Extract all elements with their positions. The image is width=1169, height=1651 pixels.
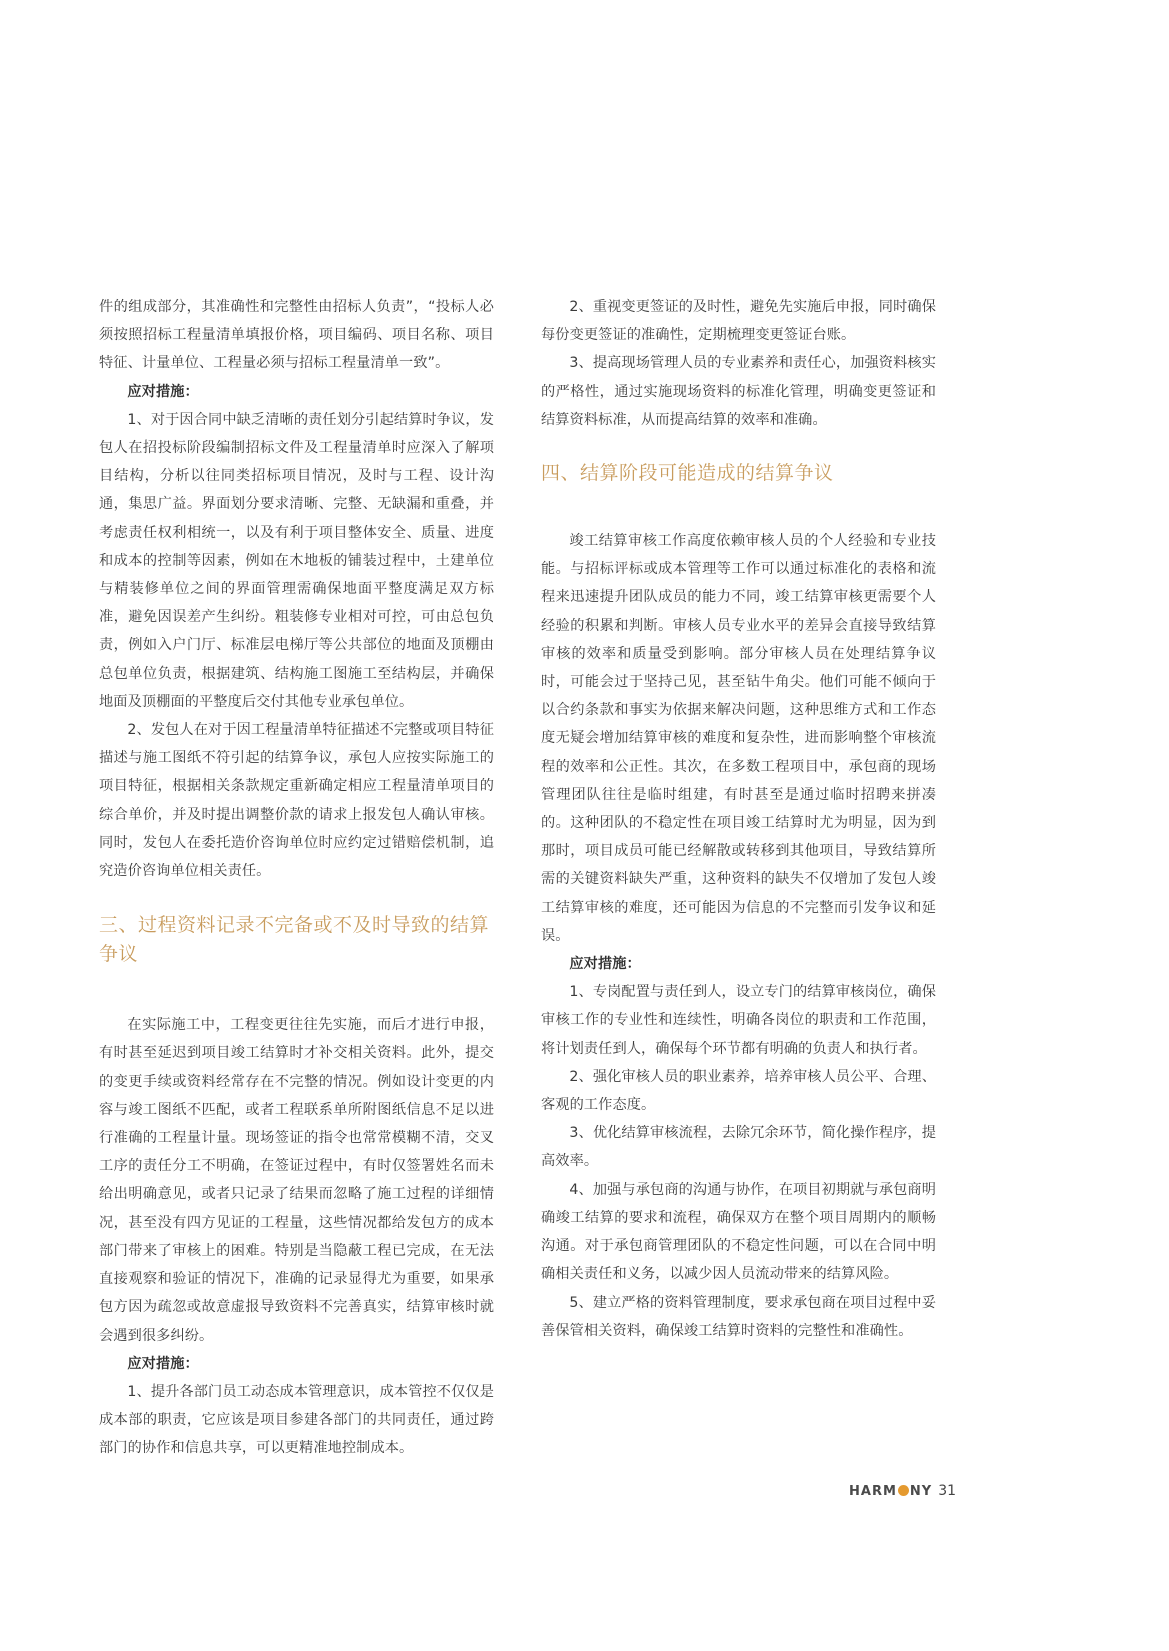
paragraph: 2、强化审核人员的职业素养，培养审核人员公平、合理、客观的工作态度。 <box>541 1068 936 1114</box>
paragraph: 4、加强与承包商的沟通与协作，在项目初期就与承包商明确竣工结算的要求和流程，确保双方在整个项目周期内的顺畅沟通。对于承包商管理团队的不稳定性问题，可以在合同中明确相关责任和义务，以减少因人员流动带来的结算风险。 <box>541 1181 936 1283</box>
section-heading-4: 四、结算阶段可能造成的结算争议 <box>541 462 834 485</box>
paragraph: 1、专岗配置与责任到人，设立专门的结算审核岗位，确保审核工作的专业性和连续性，明确各岗位的职责和工作范围，将计划责任到人，确保每个环节都有明确的负责人和执行者。 <box>541 984 936 1057</box>
brand-o-icon <box>898 1485 909 1496</box>
paragraph: 1、对于因合同中缺乏清晰的责任划分引起结算时争议，发包人在招投标阶段编制招标文件及工程量清单时应深入了解项目结构，分析以往同类招标项目情况，及时与工程、设计沟通，集思广益。界面划分要求清晰、完整、无缺漏和重叠，并考虑责任权利相统一，以及有利于项目整体安全、质量、进度和成本的控制等因素，例如在木地板的铺装过程中，土建单位与精装修单位之间的界面管理需确保地面平整度满足双方标准，避免因误差产生纠纷。粗装修专业相对可控，可由总包负责，例如入户门厅、标准层电梯厅等公共部位的地面及顶棚由总包单位负责，根据建筑、结构施工图施工至结构层，并确保地面及顶棚面的平整度后交付其他专业承包单位。 <box>99 411 494 710</box>
paragraph: 3、提高现场管理人员的专业素养和责任心，加强资料核实的严格性，通过实施现场资料的标准化管理，明确变更签证和结算资料标准，从而提高结算的效率和准确。 <box>541 355 936 428</box>
paragraph: 5、建立严格的资料管理制度，要求承包商在项目过程中妥善保管相关资料，确保竣工结算时资料的完整性和准确性。 <box>541 1294 936 1339</box>
measures-label: 应对措施： <box>127 1355 199 1372</box>
section-heading-3: 三、过程资料记录不完备或不及时导致的结算争议 <box>99 914 490 966</box>
page-number: 31 <box>938 1483 957 1499</box>
paragraph: 1、提升各部门员工动态成本管理意识，成本管控不仅仅是成本部的职责，它应该是项目参建各部门的共同责任，通过跨部门的协作和信息共享，可以更精准地控制成本。 <box>99 1383 494 1457</box>
right-column <box>541 293 936 1345</box>
measures-label: 应对措施： <box>569 956 641 973</box>
paragraph: 2、发包人在对于因工程量清单特征描述不完整或项目特征描述与施工图纸不符引起的结算争议，承包人应按实际施工的项目特征，根据相关条款规定重新确定相应工程量清单项目的综合单价，并及时提出调整价款的请求上报发包人确认审核。同时，发包人在委托造价咨询单位时应约定过错赔偿机制，追究造价咨询单位相关责任。 <box>99 722 494 880</box>
left-column <box>99 293 494 1463</box>
paragraph: 3、优化结算审核流程，去除冗余环节，简化操作程序，提高效率。 <box>541 1125 936 1170</box>
paragraph: 2、重视变更签证的及时性，避免先实施后申报，同时确保每份变更签证的准确性，定期梳理变更签证台账。 <box>541 299 936 344</box>
brand-logo: HARM NY <box>849 1483 933 1499</box>
paragraph: 在实际施工中，工程变更往往先实施，而后才进行申报，有时甚至延迟到项目竣工结算时才补交相关资料。此外，提交的变更手续或资料经常存在不完整的情况。例如设计变更的内容与竣工图纸不匹配，或者工程联系单所附图纸信息不足以进行准确的工程量计量。现场签证的指令也常常模糊不清，交叉工序的责任分工不明确，在签证过程中，有时仅签署姓名而未给出明确意见，或者只记录了结果而忽略了施工过程的详细情况，甚至没有四方见证的工程量，这些情况都给发包方的成本部门带来了审核上的困难。特别是当隐蔽工程已完成，在无法直接观察和验证的情况下，准确的记录显得尤为重要，如果承包方因为疏忽或故意虚报导致资料不完善真实，结算审核时就会遇到很多纠纷。 <box>99 1017 494 1344</box>
paragraph: 竣工结算审核工作高度依赖审核人员的个人经验和专业技能。与招标评标或成本管理等工作可以通过标准化的表格和流程来迅速提升团队成员的能力不同，竣工结算审核更需要个人经验的积累和判断。审核人员专业水平的差异会直接导致结算审核的效率和质量受到影响。部分审核人员在处理结算争议时，可能会过于坚持己见，甚至钻牛角尖。他们可能不倾向于以合约条款和事实为依据来解决问题，这种思维方式和工作态度无疑会增加结算审核的难度和复杂性，进而影响整个审核流程的效率和公正性。其次，在多数工程项目中，承包商的现场管理团队往往是临时组建，有时甚至是通过临时招聘来拼凑的。这种团队的不稳定性在项目竣工结算时尤为明显，因为到那时，项目成员可能已经解散或转移到其他项目，导致结算所需的关键资料缺失严重，这种资料的缺失不仅增加了发包人竣工结算审核的难度，还可能因为信息的不完整而引发争议和延误。 <box>541 533 936 944</box>
paragraph: 件的组成部分，其准确性和完整性由招标人负责”，“投标人必须按照招标工程量清单填报价格，项目编码、项目名称、项目特征、计量单位、工程量必须与招标工程量清单一致”。 <box>99 299 494 372</box>
page-footer <box>849 1481 956 1501</box>
measures-label: 应对措施： <box>127 383 199 400</box>
